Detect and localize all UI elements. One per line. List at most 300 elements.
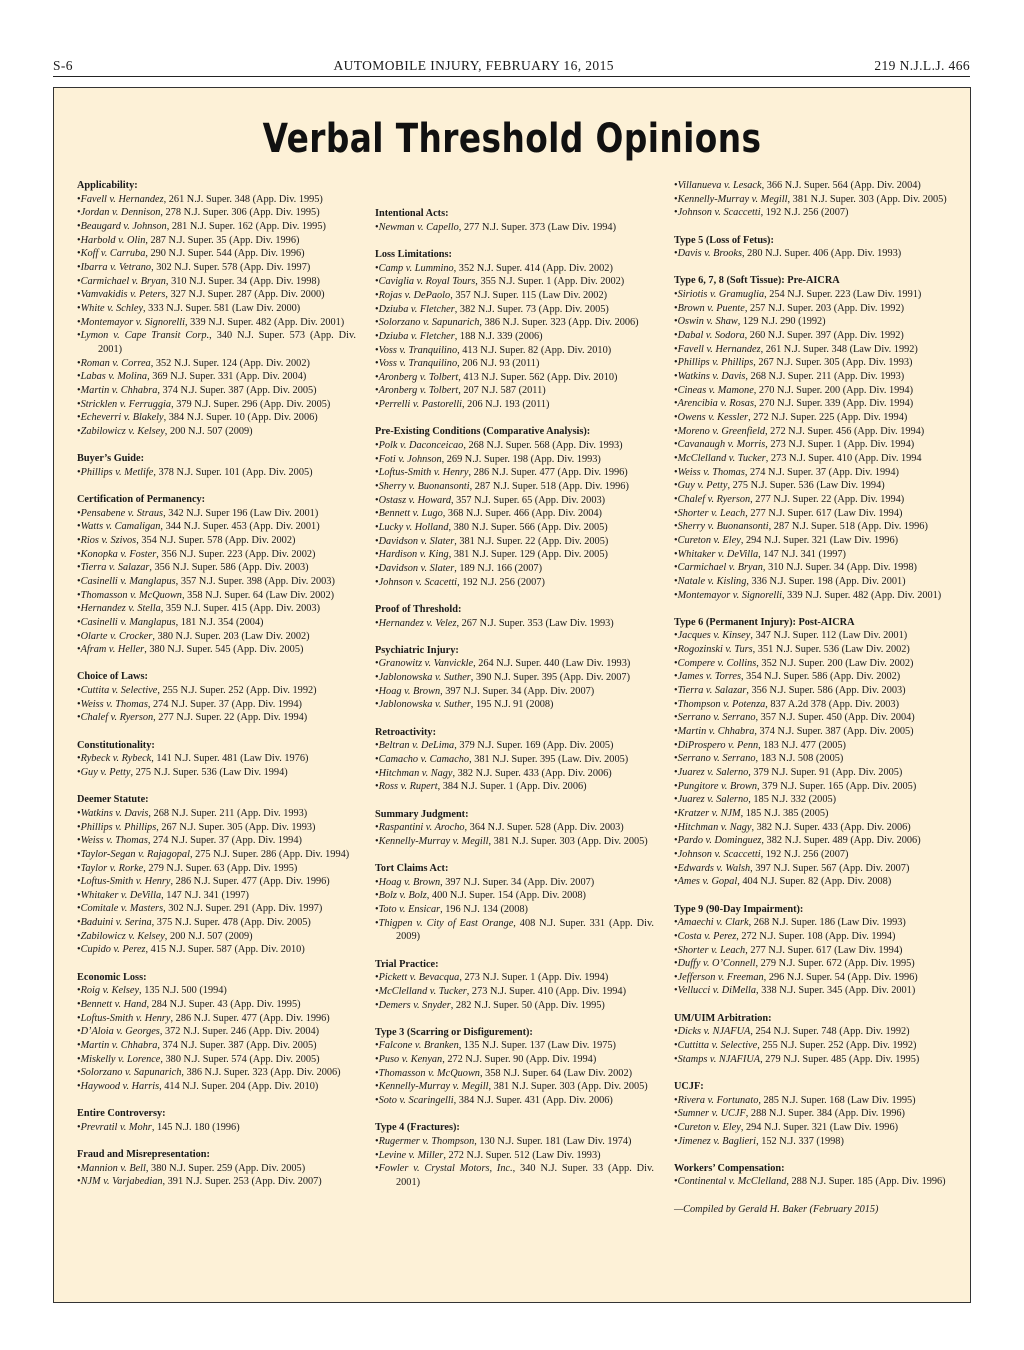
bullet-icon: •: [375, 835, 379, 847]
case-name: Watkins v. Davis: [677, 371, 746, 383]
reporter-citation: , 302 N.J. Super. 578 (App. Div. 1997): [151, 261, 311, 273]
reporter-citation: , 277 N.J. Super. 22 (App. Div. 1994): [750, 493, 905, 505]
reporter-citation: , 400 N.J. Super. 154 (App. Div. 2008): [426, 890, 586, 902]
reporter-citation: , 404 N.J. Super. 82 (App. Div. 2008): [737, 876, 892, 888]
reporter-citation: , 310 N.J. Super. 34 (App. Div. 1998): [762, 562, 917, 574]
section-heading: Retroactivity:: [375, 726, 436, 738]
section-heading: UM/UIM Arbitration:: [674, 1012, 772, 1024]
case-name: Miskelly v. Lorence: [80, 1053, 161, 1065]
bullet-icon: •: [77, 193, 81, 205]
reporter-citation: , 200 N.J. 507 (2009): [164, 425, 253, 437]
bullet-icon: •: [674, 808, 678, 819]
case-name: Newman v. Capello: [378, 221, 459, 233]
section-heading: Type 3 (Scarring or Disfigurement):: [375, 1026, 533, 1038]
reporter-citation: , 379 N.J. Super. 91 (App. Div. 2005): [748, 767, 903, 779]
reporter-citation: , 188 N.J. 339 (2006): [454, 330, 543, 342]
reporter-citation: , 351 N.J. Super. 536 (Law Div. 2002): [752, 644, 910, 656]
opinion-section: [674, 234, 953, 261]
case-name: Duffy v. O’Connell: [677, 958, 756, 970]
bullet-icon: •: [674, 412, 678, 424]
bullet-icon: •: [375, 399, 379, 411]
case-citation: [77, 534, 356, 548]
bullet-icon: •: [674, 1135, 678, 1147]
reporter-citation: , 369 N.J. Super. 331 (App. Div. 2004): [147, 371, 307, 383]
case-citation: [674, 179, 953, 193]
case-name: Jacques v. Kinsey: [677, 630, 751, 642]
bullet-icon: •: [77, 1176, 81, 1188]
case-name: Whitaker v. DeVilla: [80, 889, 162, 901]
case-citation: [375, 576, 654, 590]
bullet-icon: •: [674, 589, 678, 601]
case-citation: [77, 247, 356, 261]
bullet-icon: •: [77, 534, 81, 546]
bullet-icon: •: [375, 467, 379, 479]
case-citation: [375, 821, 654, 835]
case-name: Siriotis v. Gramuglia: [677, 289, 765, 301]
case-citation: [77, 984, 356, 998]
case-name: Phillips v. Phillips: [677, 357, 754, 369]
bullet-icon: •: [674, 371, 678, 383]
bullet-icon: •: [674, 848, 678, 860]
reporter-citation: , 183 N.J. 477 (2005): [758, 739, 846, 751]
bullet-icon: •: [375, 303, 379, 315]
case-citation: [674, 698, 953, 712]
case-name: Continental v. McClelland: [677, 1176, 787, 1188]
reporter-citation: , 200 N.J. 507 (2009): [164, 930, 253, 942]
reporter-citation: , 284 N.J. Super. 43 (App. Div. 1995): [146, 999, 301, 1010]
opinion-section: [77, 452, 356, 479]
case-name: Hernandez v. Stella: [80, 603, 161, 615]
case-citation: [674, 971, 953, 985]
bullet-icon: •: [77, 261, 81, 273]
reporter-citation: , 381 N.J. Super. 303 (App. Div. 2005): [488, 835, 648, 847]
case-citation: [375, 1135, 654, 1149]
case-name: Montemayor v. Signorelli: [677, 589, 782, 601]
case-name: Jimenez v. Baglieri: [677, 1135, 757, 1147]
case-name: DiProspero v. Penn: [677, 739, 759, 751]
case-name: Baduini v. Serina: [80, 917, 152, 929]
bullet-icon: •: [674, 657, 678, 669]
case-citation: [674, 629, 953, 643]
reporter-citation: , 296 N.J. Super. 54 (App. Div. 1996): [763, 971, 918, 983]
bullet-icon: •: [77, 930, 81, 942]
case-citation: [375, 1067, 654, 1081]
case-name: Cavanaugh v. Morris: [677, 439, 766, 451]
reporter-citation: , 273 N.J. Super. 410 (App. Div. 1994: [765, 453, 922, 464]
case-citation: [77, 602, 356, 616]
opinion-section: [375, 1121, 654, 1189]
bullet-icon: •: [674, 466, 678, 478]
bullet-icon: •: [375, 685, 379, 697]
case-citation: [674, 452, 953, 466]
case-citation: [77, 766, 356, 780]
case-citation: [77, 902, 356, 916]
reporter-citation: , 277 N.J. Super. 22 (App. Div. 1994): [153, 712, 308, 724]
bullet-icon: •: [375, 672, 379, 684]
reporter-citation: , 185 N.J. 332 (2005): [748, 794, 837, 806]
reporter-citation: , 381 N.J. Super. 129 (App. Div. 2005): [448, 549, 608, 561]
reporter-citation: , 374 N.J. Super. 387 (App. Div. 2005): [754, 726, 914, 738]
reporter-citation: , 189 N.J. 166 (2007): [454, 562, 543, 574]
bullet-icon: •: [375, 904, 379, 916]
case-name: Kennelly-Murray v. Megill: [677, 193, 788, 205]
reporter-citation: , 261 N.J. Super. 348 (App. Div. 1995): [163, 193, 323, 205]
bullet-icon: •: [77, 917, 81, 929]
bullet-icon: •: [674, 698, 678, 710]
reporter-citation: , 339 N.J. Super. 482 (App. Div. 2001): [185, 316, 345, 328]
reporter-citation: , 413 N.J. Super. 82 (App. Div. 2010): [457, 344, 612, 356]
bullet-icon: •: [77, 753, 81, 765]
bullet-icon: •: [674, 944, 678, 956]
bullet-icon: •: [375, 985, 379, 997]
case-name: Dziuba v. Fletcher: [378, 330, 455, 342]
reporter-citation: , 145 N.J. 180 (1996): [151, 1121, 240, 1133]
reporter-citation: , 290 N.J. Super. 544 (App. Div. 1996): [145, 248, 305, 260]
case-name: Chalef v. Ryerson: [677, 493, 751, 505]
case-citation: [375, 480, 654, 494]
reporter-citation: , 277 N.J. Super. 617 (Law Div. 1994): [745, 944, 903, 956]
case-citation: [674, 479, 953, 493]
case-name: Pungitore v. Brown: [677, 780, 758, 792]
reporter-citation: , 352 N.J. Super. 200 (Law Div. 2002): [756, 657, 914, 669]
case-name: Casinelli v. Manglapus: [80, 575, 176, 587]
bullet-icon: •: [77, 248, 81, 260]
case-citation: [77, 507, 356, 521]
reporter-citation: , 152 N.J. 337 (1998): [756, 1135, 844, 1147]
bullet-icon: •: [674, 480, 678, 492]
case-name: Pardo v. Dominguez: [677, 835, 762, 847]
case-name: McClelland v. Tucker: [677, 453, 766, 464]
case-citation: [77, 302, 356, 316]
bullet-icon: •: [674, 712, 678, 724]
section-heading: Type 9 (90-Day Impairment):: [674, 903, 804, 915]
case-citation: [375, 262, 654, 276]
case-name: Koff v. Carruba: [80, 248, 146, 260]
bullet-icon: •: [77, 712, 81, 724]
reporter-citation: , 272 N.J. Super. 90 (App. Div. 1994): [442, 1054, 597, 1066]
reporter-citation: , 358 N.J. Super. 64 (Law Div. 2002): [479, 1067, 633, 1079]
case-citation: [77, 616, 356, 630]
case-citation: [375, 466, 654, 480]
case-citation: [674, 302, 953, 316]
case-name: Labas v. Molina: [80, 371, 148, 383]
opinion-section: [77, 493, 356, 657]
opinion-section: [77, 971, 356, 1094]
reporter-citation: , 384 N.J. Super. 431 (App. Div. 2006): [453, 1095, 613, 1107]
bullet-icon: •: [375, 358, 379, 370]
case-citation: [77, 848, 356, 862]
case-name: Taylor v. Rorke: [80, 862, 144, 874]
reporter-citation: , 344 N.J. Super. 453 (App. Div. 2001): [160, 521, 320, 533]
case-name: Granowitz v. Vanvickle: [378, 658, 474, 670]
section-heading: Choice of Laws:: [77, 671, 148, 683]
bullet-icon: •: [375, 917, 379, 929]
case-name: Thompson v. Potenza: [677, 698, 766, 710]
bullet-icon: •: [77, 316, 81, 328]
case-citation: [375, 384, 654, 398]
reporter-citation: , 381 N.J. Super. 303 (App. Div. 2005): [787, 193, 947, 205]
reporter-citation: , 270 N.J. Super. 339 (App. Div. 1994): [753, 398, 914, 410]
reporter-citation: , 386 N.J. Super. 323 (App. Div. 2006): [479, 317, 639, 329]
case-citation: [674, 520, 953, 534]
case-name: Aronberg v. Tolbert: [378, 385, 459, 397]
bullet-icon: •: [77, 207, 81, 219]
case-citation: [77, 875, 356, 889]
reporter-citation: , 352 N.J. Super. 414 (App. Div. 2002): [453, 262, 613, 274]
bullet-icon: •: [674, 1176, 678, 1188]
case-citation: [375, 903, 654, 917]
bullet-icon: •: [77, 630, 81, 642]
opinions-panel: [53, 87, 971, 1303]
reporter-citation: , 272 N.J. Super. 108 (App. Div. 1994): [736, 930, 896, 942]
case-name: Jablonowska v. Suther: [378, 672, 471, 684]
bullet-icon: •: [77, 466, 81, 478]
case-name: Beaugard v. Johnson: [80, 220, 167, 232]
reporter-citation: , 257 N.J. Super. 203 (App. Div. 1992): [744, 302, 905, 314]
case-name: Soto v. Scaringelli: [378, 1095, 454, 1107]
bullet-icon: •: [674, 630, 678, 642]
case-citation: [77, 998, 356, 1012]
bullet-icon: •: [375, 440, 379, 452]
case-citation: [674, 780, 953, 794]
reporter-citation: , 380 N.J. Super. 259 (App. Div. 2005): [145, 1162, 306, 1174]
case-name: Lucky v. Holland: [378, 521, 449, 533]
case-name: Rugermer v. Thompson: [378, 1136, 475, 1147]
case-name: Carmichael v. Bryan: [80, 275, 166, 287]
case-name: Hernandez v. Velez: [378, 617, 457, 629]
bullet-icon: •: [375, 1163, 379, 1175]
case-name: Perrelli v. Pastorelli: [378, 399, 463, 411]
bullet-icon: •: [674, 1040, 678, 1052]
case-name: D’Aloia v. Georges: [80, 1026, 160, 1038]
reporter-citation: , 837 A.2d 378 (App. Div. 2003): [765, 698, 899, 710]
case-name: Davidson v. Slater: [378, 535, 455, 547]
bullet-icon: •: [674, 439, 678, 451]
reporter-citation: , 381 N.J. Super. 22 (App. Div. 2005): [454, 535, 609, 547]
bullet-icon: •: [375, 317, 379, 329]
reporter-citation: , 354 N.J. Super. 578 (App. Div. 2002): [136, 534, 296, 546]
case-name: Afram v. Heller: [80, 644, 145, 656]
reporter-citation: , 269 N.J. Super. 198 (App. Div. 1993): [441, 453, 601, 465]
bullet-icon: •: [77, 821, 81, 833]
bullet-icon: •: [77, 1121, 81, 1133]
section-heading: Type 6, 7, 8 (Soft Tissue): Pre-AICRA: [674, 275, 840, 287]
case-citation: [77, 548, 356, 562]
reporter-citation: , 135 N.J. Super. 137 (Law Div. 1975): [458, 1040, 616, 1052]
case-name: Ames v. Gopal: [677, 876, 738, 888]
case-name: Roig v. Kelsey: [80, 985, 140, 997]
reporter-citation: , 277 N.J. Super. 373 (Law Div. 1994): [458, 221, 616, 233]
case-name: Voss v. Tranquilino: [378, 358, 458, 370]
bullet-icon: •: [375, 549, 379, 561]
case-citation: [674, 193, 953, 207]
column-1: [77, 179, 356, 1203]
bullet-icon: •: [77, 1053, 81, 1065]
case-citation: [674, 425, 953, 439]
bullet-icon: •: [674, 780, 678, 792]
opinion-section: [375, 207, 654, 234]
case-citation: [674, 957, 953, 971]
case-name: Caviglia v. Royal Tours: [378, 276, 476, 288]
opinion-section: [77, 1107, 356, 1134]
bullet-icon: •: [375, 289, 379, 301]
bullet-icon: •: [674, 548, 678, 560]
case-citation: [375, 835, 654, 849]
bullet-icon: •: [375, 658, 379, 670]
case-name: Shorter v. Leach: [677, 507, 746, 519]
case-citation: [674, 793, 953, 807]
case-name: Dziuba v. Fletcher: [378, 303, 455, 315]
case-citation: [375, 780, 654, 794]
bullet-icon: •: [77, 302, 81, 314]
reporter-citation: , 415 N.J. Super. 587 (App. Div. 2010): [145, 944, 305, 956]
reporter-citation: , 357 N.J. Super. 115 (Law Div. 2002): [450, 289, 608, 301]
case-citation: [77, 329, 356, 356]
bullet-icon: •: [674, 739, 678, 751]
bullet-icon: •: [77, 371, 81, 383]
reporter-citation: , 260 N.J. Super. 397 (App. Div. 1992): [744, 330, 904, 342]
column-2: [375, 207, 654, 1203]
bullet-icon: •: [375, 521, 379, 533]
section-heading: Certification of Permanency:: [77, 493, 206, 505]
bullet-icon: •: [77, 766, 81, 778]
case-name: Hardison v. King: [378, 549, 449, 561]
bullet-icon: •: [77, 289, 81, 301]
case-name: Vamvakidis v. Peters: [80, 289, 166, 301]
bullet-icon: •: [674, 575, 678, 587]
case-citation: [77, 1175, 356, 1189]
case-name: Levine v. Miller: [378, 1149, 444, 1161]
case-citation: [674, 711, 953, 725]
section-heading: Psychiatric Injury:: [375, 644, 459, 656]
case-citation: [674, 534, 953, 548]
bullet-icon: •: [375, 508, 379, 520]
reporter-citation: , 274 N.J. Super. 37 (App. Div. 1994): [147, 698, 302, 710]
reporter-citation: , 129 N.J. 290 (1992): [737, 316, 826, 328]
case-name: Aronberg v. Tolbert: [378, 371, 459, 383]
bullet-icon: •: [77, 425, 81, 437]
case-citation: [77, 520, 356, 534]
reporter-citation: , 275 N.J. Super. 286 (App. Div. 1994): [189, 848, 350, 860]
bullet-icon: •: [77, 889, 81, 901]
case-name: Johnson v. Scaccetti: [677, 207, 761, 219]
case-name: Ross v. Rupert: [378, 781, 438, 793]
case-citation: [375, 753, 654, 767]
case-citation: [375, 289, 654, 303]
bullet-icon: •: [674, 193, 678, 205]
case-name: Weiss v. Thomas: [80, 698, 148, 710]
bullet-icon: •: [674, 917, 678, 929]
reporter-citation: , 357 N.J. Super. 65 (App. Div. 2003): [450, 494, 606, 506]
bullet-icon: •: [674, 534, 678, 546]
case-name: Lymon v. Cape Transit Corp.: [80, 330, 210, 342]
case-name: Kennelly-Murray v. Megill: [378, 835, 489, 847]
section-heading: Type 6 (Permanent Injury): Post-AICRA: [674, 616, 855, 628]
case-name: Beltran v. DeLima: [378, 740, 455, 752]
bullet-icon: •: [77, 1080, 81, 1092]
case-name: Favell v. Hernandez: [80, 193, 164, 205]
case-citation: [375, 698, 654, 712]
case-citation: [77, 1039, 356, 1053]
section-heading: Buyer’s Guide:: [77, 453, 145, 465]
reporter-citation: , 368 N.J. Super. 466 (App. Div. 2004): [442, 508, 602, 520]
column-3: [674, 179, 953, 1216]
reporter-citation: , 267 N.J. Super. 353 (Law Div. 1993): [456, 617, 614, 629]
case-name: Hoag v. Brown: [378, 876, 441, 888]
case-citation: [674, 944, 953, 958]
reporter-citation: , 382 N.J. Super. 433 (App. Div. 2006): [452, 767, 612, 779]
bullet-icon: •: [375, 371, 379, 383]
case-citation: [674, 657, 953, 671]
case-name: Kratzer v. NJM: [677, 808, 741, 819]
bullet-icon: •: [375, 876, 379, 888]
bullet-icon: •: [77, 275, 81, 287]
reporter-citation: , 366 N.J. Super. 564 (App. Div. 2004): [761, 180, 921, 191]
case-citation: [674, 1121, 953, 1135]
case-name: Phillips v. Metlife: [80, 466, 154, 478]
reporter-citation: , 338 N.J. Super. 345 (App. Div. 2001): [756, 985, 916, 997]
case-citation: [375, 767, 654, 781]
case-citation: [375, 1162, 654, 1189]
case-name: Whitaker v. DeVilla: [677, 548, 759, 560]
reporter-citation: , 255 N.J. Super. 252 (App. Div. 1992): [757, 1040, 917, 1052]
case-citation: [674, 670, 953, 684]
reporter-citation: , 286 N.J. Super. 477 (App. Div. 1996): [468, 467, 628, 479]
section-heading: Trial Practice:: [375, 958, 439, 970]
case-citation: [674, 1053, 953, 1067]
bullet-icon: •: [77, 589, 81, 601]
case-citation: [77, 275, 356, 289]
case-citation: [674, 288, 953, 302]
case-name: Loftus-Smith v. Henry: [80, 1012, 171, 1024]
bullet-icon: •: [375, 276, 379, 288]
reporter-citation: , 275 N.J. Super. 536 (Law Div. 1994): [727, 480, 885, 492]
reporter-citation: , 397 N.J. Super. 567 (App. Div. 2007): [750, 862, 910, 874]
case-name: Tierra v. Salazar: [80, 562, 150, 574]
case-name: Stricklen v. Ferruggia: [80, 398, 172, 410]
journal-citation: 219 N.J.L.J. 466: [874, 58, 970, 73]
bullet-icon: •: [674, 794, 678, 806]
case-citation: [674, 930, 953, 944]
reporter-citation: , 382 N.J. Super. 73 (App. Div. 2005): [454, 303, 609, 315]
case-name: Serrano v. Serrano: [677, 753, 756, 765]
bullet-icon: •: [674, 644, 678, 656]
case-citation: [77, 316, 356, 330]
case-name: Rybeck v. Rybeck: [80, 753, 152, 765]
bullet-icon: •: [674, 398, 678, 410]
reporter-citation: , 286 N.J. Super. 477 (App. Div. 1996): [170, 876, 330, 888]
bullet-icon: •: [375, 330, 379, 342]
case-citation: [674, 329, 953, 343]
case-citation: [674, 466, 953, 480]
case-citation: [375, 494, 654, 508]
reporter-citation: , 302 N.J. Super. 291 (App. Div. 1997): [163, 903, 323, 915]
case-name: Dicks v. NJAFUA: [677, 1026, 751, 1038]
reporter-citation: , 340 N.J. Super. 573 (App. Div. 2001): [98, 330, 357, 355]
bullet-icon: •: [674, 821, 678, 833]
reporter-citation: , 336 N.J. Super. 198 (App. Div. 2001): [746, 575, 906, 587]
reporter-citation: , 192 N.J. 256 (2007): [760, 848, 849, 860]
case-name: Cureton v. Eley: [677, 1121, 741, 1133]
bullet-icon: •: [375, 535, 379, 547]
reporter-citation: , 390 N.J. Super. 395 (App. Div. 2007): [470, 672, 631, 684]
case-name: Ibarra v. Vetrano: [80, 261, 152, 273]
page-number: S-6: [53, 58, 73, 73]
bullet-icon: •: [674, 453, 678, 464]
reporter-citation: , 382 N.J. Super. 489 (App. Div. 2006): [761, 835, 921, 847]
opinion-section: [674, 1080, 953, 1148]
case-citation: [77, 834, 356, 848]
